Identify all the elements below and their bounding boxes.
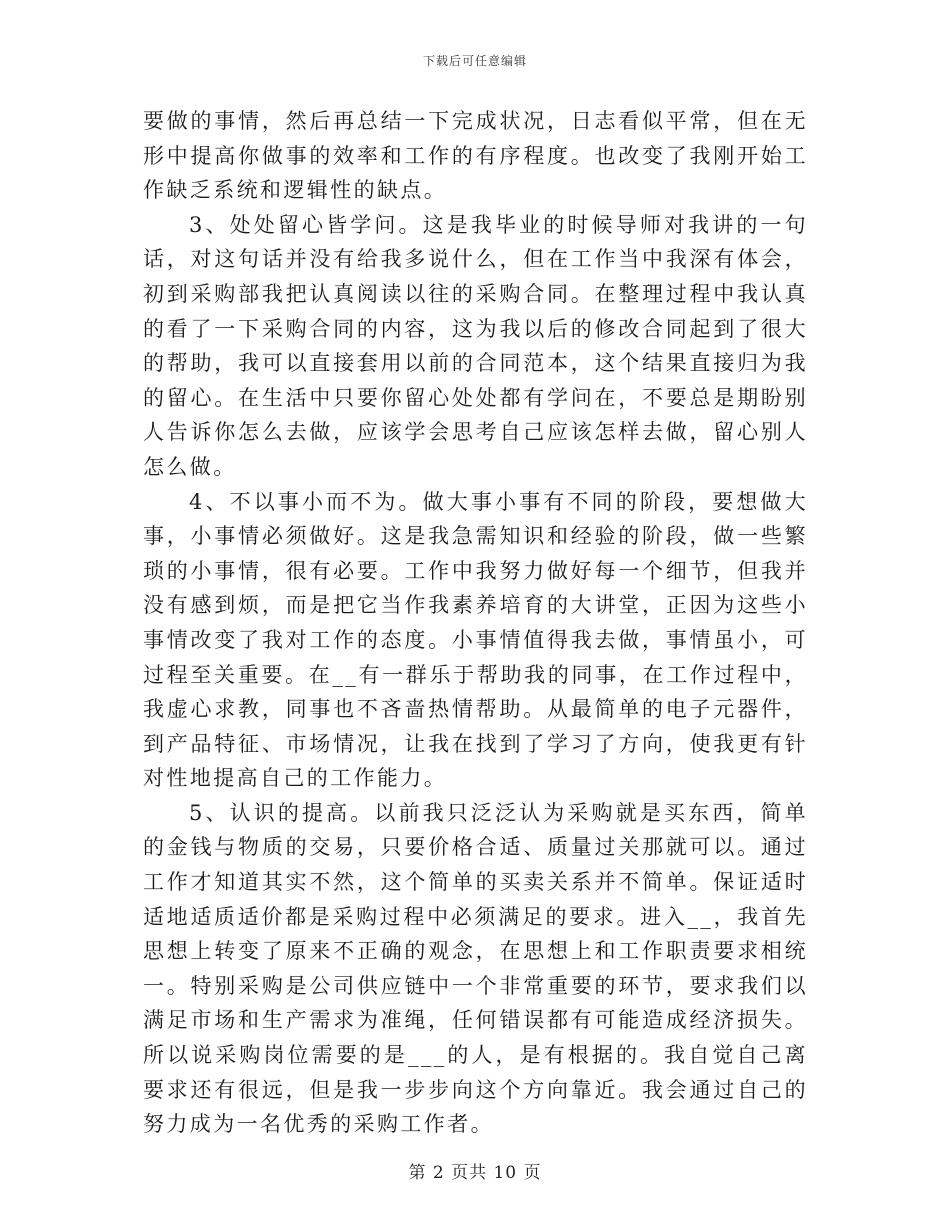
page-header: 下载后可任意编辑 <box>422 54 527 68</box>
paragraph-1: 要做的事情，然后再总结一下完成状况，日志看似平常，但在无形中提高你做事的效率和工作的有序程度。也改变了我刚开始工作缺乏系统和逻辑性的缺点。 <box>143 109 808 203</box>
paragraph-3: 4、不以事小而不为。做大事小事有不同的阶段，要想做大事，小事情必须做好。这是我急需知识和经验的阶段，做一些繁琐的小事情，很有必要。工作中我努力做好每一个细节，但我并没有感到烦，而是把它当作我素养培育的大讲堂，正因为这些小事情改变了我对工作的态度。小事情值得我去做，事情虽小，可过程至关重要。在__有一群乐于帮助我的同事，在工作过程中，我虚心求教，同事也不吝啬热情帮助。从最简单的电子元器件，到产品特征、市场情况，让我在找到了学习了方向，使我更有针对性地提高自己的工作能力。 <box>143 489 808 791</box>
page-number-footer: 第 2 页共 10 页 <box>408 1163 542 1183</box>
document-body <box>143 104 808 1142</box>
paragraph-4: 5、认识的提高。以前我只泛泛认为采购就是买东西，简单的金钱与物质的交易，只要价格合适、质量过关那就可以。通过工作才知道其实不然，这个简单的买卖关系并不简单。保证适时适地适质适价都是采购过程中必须满足的要求。进入__，我首先思想上转变了原来不正确的观念，在思想上和工作职责要求相统一。特别采购是公司供应链中一个非常重要的环节，要求我们以满足市场和生产需求为准绳，任何错误都有可能造成经济损失。所以说采购岗位需要的是___的人，是有根据的。我自觉自己离要求还有很远，但是我一步步向这个方向靠近。我会通过自己的努力成为一名优秀的采购工作者。 <box>143 800 808 1137</box>
paragraph-2: 3、处处留心皆学问。这是我毕业的时候导师对我讲的一句话，对这句话并没有给我多说什么，但在工作当中我深有体会，初到采购部我把认真阅读以往的采购合同。在整理过程中我认真的看了一下采购合同的内容，这为我以后的修改合同起到了很大的帮助，我可以直接套用以前的合同范本，这个结果直接归为我的留心。在生活中只要你留心处处都有学问在，不要总是期盼别人告诉你怎么去做，应该学会思考自己应该怎样去做，留心别人怎么做。 <box>143 212 808 479</box>
